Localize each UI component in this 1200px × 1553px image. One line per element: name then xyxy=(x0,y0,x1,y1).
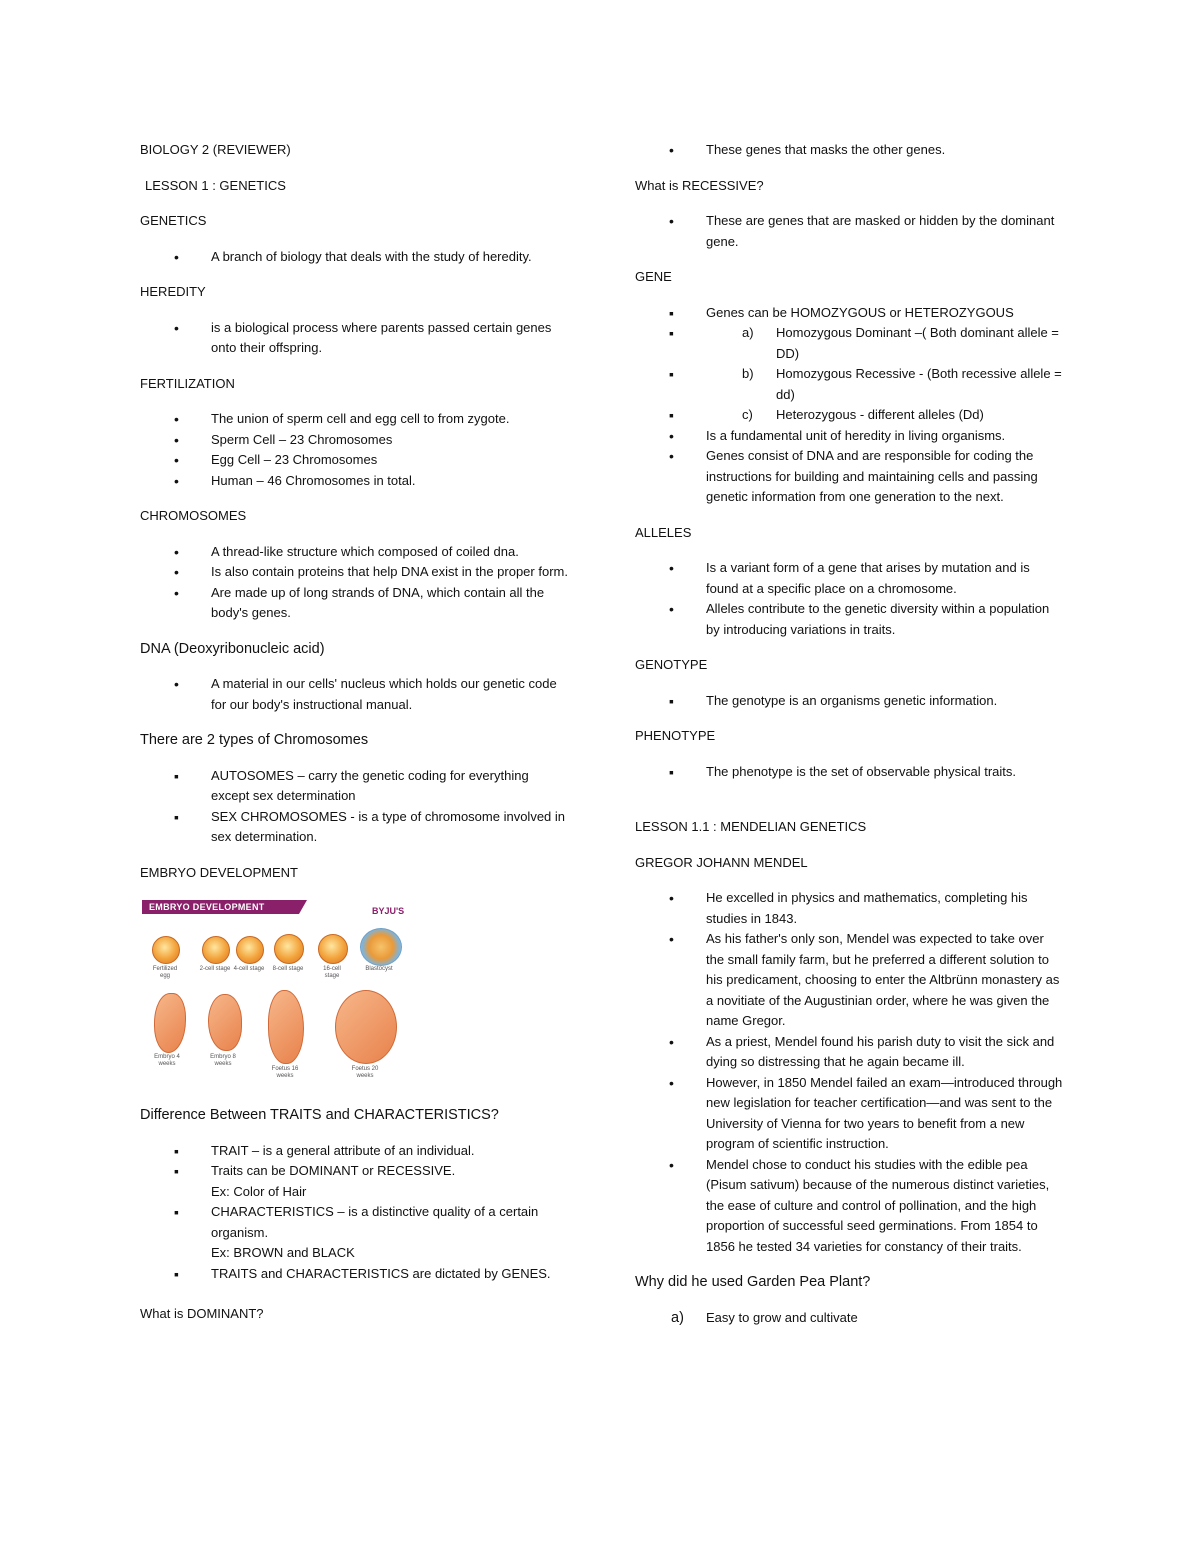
why-pea-heading: Why did he used Garden Pea Plant? xyxy=(635,1274,871,1290)
list-item: • Is a fundamental unit of heredity in living organisms. xyxy=(635,426,1065,447)
list-item: • These are genes that are masked or hidden by the dominant gene. xyxy=(635,211,1065,252)
right-column xyxy=(635,140,1065,1328)
stage-label: Foetus 20 weeks xyxy=(351,1066,379,1079)
gene-facts-list xyxy=(635,426,1065,508)
dominant-question: What is DOMINANT? xyxy=(140,1306,264,1321)
mendel-list xyxy=(635,888,1065,1257)
byjus-logo: BYJU'S xyxy=(372,906,405,916)
stage-label: 4-cell stage xyxy=(233,966,265,972)
traits-list xyxy=(140,1141,570,1285)
mendel-heading: GREGOR JOHANN MENDEL xyxy=(635,854,808,870)
sublist-item xyxy=(635,323,1065,364)
list-item: • As his father's only son, Mendel was expected to take over the small family farm, but he preferred a different solution to his predicament, choosing to enter the Altbrünn monastery as a novitiate of the Augustinian order, where he was given the name Gregor. xyxy=(635,929,1065,1032)
list-item: ▪ The phenotype is the set of observable physical traits. xyxy=(635,762,1065,783)
zygosity-sublist xyxy=(635,323,1065,426)
recessive-list xyxy=(635,211,1065,252)
list-item: Ex: BROWN and BLACK xyxy=(211,1245,355,1260)
sublist-marker: ▪ c) xyxy=(742,407,753,422)
traits-heading: Difference Between TRAITS and CHARACTERISTICS? xyxy=(140,1107,499,1123)
sublist-text: Homozygous Recessive - (Both recessive allele = dd) xyxy=(776,366,1062,402)
gene-heading: GENE xyxy=(635,269,672,284)
list-item xyxy=(635,303,1065,426)
sublist-item xyxy=(635,364,1065,405)
list-item: • These genes that masks the other genes. xyxy=(635,140,1065,161)
phenotype-list xyxy=(635,762,1065,783)
sublist-marker: ▪ b) xyxy=(742,366,754,381)
list-item: ▪ The genotype is an organisms genetic information. xyxy=(635,691,1065,712)
embryo-8-weeks-image xyxy=(208,994,242,1051)
genetics-heading: GENETICS xyxy=(140,213,207,228)
fertilized-egg-image xyxy=(152,936,180,964)
stage-label: 16-cell stage xyxy=(323,966,341,979)
stage-label: Fertilized egg xyxy=(152,966,178,979)
sublist-text: Heterozygous - different alleles (Dd) xyxy=(776,407,984,422)
four-cell-image xyxy=(236,936,264,964)
list-item: ▪ TRAITS and CHARACTERISTICS are dictated by GENES. xyxy=(140,1264,570,1285)
embryo-development-figure xyxy=(140,898,420,1083)
list-item: • A material in our cells' nucleus which holds our genetic code for our body's instructional manual. xyxy=(140,674,570,715)
chromosome-types-heading: There are 2 types of Chromosomes xyxy=(140,732,369,748)
lesson-1-1-title: LESSON 1.1 : MENDELIAN GENETICS xyxy=(635,819,867,834)
dna-heading: DNA (Deoxyribonucleic acid) xyxy=(140,640,325,657)
stage-label: Foetus 16 weeks xyxy=(271,1066,299,1079)
list-item: • Egg Cell – 23 Chromosomes xyxy=(140,450,570,471)
stage-label: 8-cell stage xyxy=(272,966,304,972)
sublist-item xyxy=(635,405,1065,426)
stage-label: 2-cell stage xyxy=(199,966,231,972)
eight-cell-image xyxy=(274,934,304,964)
list-item: ▪ Traits can be DOMINANT or RECESSIVE. xyxy=(140,1161,570,1182)
dominant-list xyxy=(635,140,1065,161)
list-item: • He excelled in physics and mathematics, completing his studies in 1843. xyxy=(635,888,1065,929)
foetus-20-weeks-image xyxy=(335,990,397,1064)
foetus-16-weeks-image xyxy=(268,990,304,1064)
sublist-marker: ▪ a) xyxy=(742,325,754,340)
list-item: • is a biological process where parents passed certain genes onto their offspring. xyxy=(140,318,570,359)
stage-label: Blastocyst xyxy=(365,966,393,972)
chromosomes-list xyxy=(140,542,570,624)
genotype-heading: GENOTYPE xyxy=(635,657,708,672)
list-item: • A thread-like structure which composed of coiled dna. xyxy=(140,542,570,563)
fertilization-list xyxy=(140,409,570,491)
list-item: • A branch of biology that deals with the study of heredity. xyxy=(140,247,570,268)
alleles-heading: ALLELES xyxy=(635,524,692,540)
dna-list xyxy=(140,674,570,715)
list-item: • Sperm Cell – 23 Chromosomes xyxy=(140,430,570,451)
figure-banner: EMBRYO DEVELOPMENT xyxy=(142,900,299,914)
list-item: ▪ TRAIT – is a general attribute of an individual. xyxy=(140,1141,570,1162)
two-cell-image xyxy=(202,936,230,964)
lesson-1-title: LESSON 1 : GENETICS xyxy=(145,177,286,193)
list-item: • Mendel chose to conduct his studies with the edible pea (Pisum sativum) because of the numerous distinct varieties, the ease of culture and control of pollination, and the high proportion of successful seed germinations. From 1854 to 1856 he tested 34 varieties for constancy of their traits. xyxy=(635,1155,1065,1258)
list-item: • As a priest, Mendel found his parish duty to visit the sick and dying so distressing that he again became ill. xyxy=(635,1032,1065,1073)
list-item: • Are made up of long strands of DNA, which contain all the body's genes. xyxy=(140,583,570,624)
genetics-list xyxy=(140,247,570,268)
list-marker: a) xyxy=(671,1309,684,1326)
list-item: • Alleles contribute to the genetic diversity within a population by introducing variations in traits. xyxy=(635,599,1065,640)
stage-label: Embryo 4 weeks xyxy=(154,1054,180,1067)
embryo-4-weeks-image xyxy=(154,993,186,1053)
list-item: Ex: Color of Hair xyxy=(211,1183,307,1199)
fertilization-heading: FERTILIZATION xyxy=(140,375,235,391)
embryo-heading: EMBRYO DEVELOPMENT xyxy=(140,864,298,880)
list-item: • However, in 1850 Mendel failed an exam—introduced through new legislation for teacher certification—and was sent to the University of Vienna for two years to benefit from a new program of scientific instruction. xyxy=(635,1073,1065,1155)
list-item: • Genes consist of DNA and are responsible for coding the instructions for building and maintaining cells and passing genetic information from one generation to the next. xyxy=(635,446,1065,508)
list-item: ▪ SEX CHROMOSOMES - is a type of chromosome involved in sex determination. xyxy=(140,807,570,848)
list-item: • Human – 46 Chromosomes in total. xyxy=(140,471,570,492)
list-item: ▪ CHARACTERISTICS – is a distinctive quality of a certain organism. xyxy=(140,1202,570,1243)
gene-intro: Genes can be HOMOZYGOUS or HETEROZYGOUS xyxy=(706,304,1014,320)
heredity-heading: HEREDITY xyxy=(140,284,206,299)
list-item: • Is also contain proteins that help DNA exist in the proper form. xyxy=(140,562,570,583)
blastocyst-image xyxy=(360,928,402,966)
list-item xyxy=(635,1308,1065,1329)
why-pea-list xyxy=(635,1308,1065,1329)
recessive-heading: What is RECESSIVE? xyxy=(635,177,764,193)
list-item: • The union of sperm cell and egg cell to from zygote. xyxy=(140,409,570,430)
list-item: ▪ AUTOSOMES – carry the genetic coding for everything except sex determination xyxy=(140,766,570,807)
heredity-list xyxy=(140,318,570,359)
gene-list xyxy=(635,303,1065,426)
alleles-list xyxy=(635,558,1065,640)
chromosome-types-list xyxy=(140,766,570,848)
stage-label: Embryo 8 weeks xyxy=(210,1054,236,1067)
document-title: BIOLOGY 2 (REVIEWER) xyxy=(140,142,291,157)
list-item: • Is a variant form of a gene that arises by mutation and is found at a specific place on a chromosome. xyxy=(635,558,1065,599)
chromosomes-heading: CHROMOSOMES xyxy=(140,508,247,523)
phenotype-heading: PHENOTYPE xyxy=(635,728,716,743)
sublist-text: Homozygous Dominant –( Both dominant allele = DD) xyxy=(776,325,1059,361)
left-column xyxy=(140,140,570,1340)
genotype-list xyxy=(635,691,1065,712)
list-text: Easy to grow and cultivate xyxy=(706,1309,858,1325)
sixteen-cell-image xyxy=(318,934,348,964)
